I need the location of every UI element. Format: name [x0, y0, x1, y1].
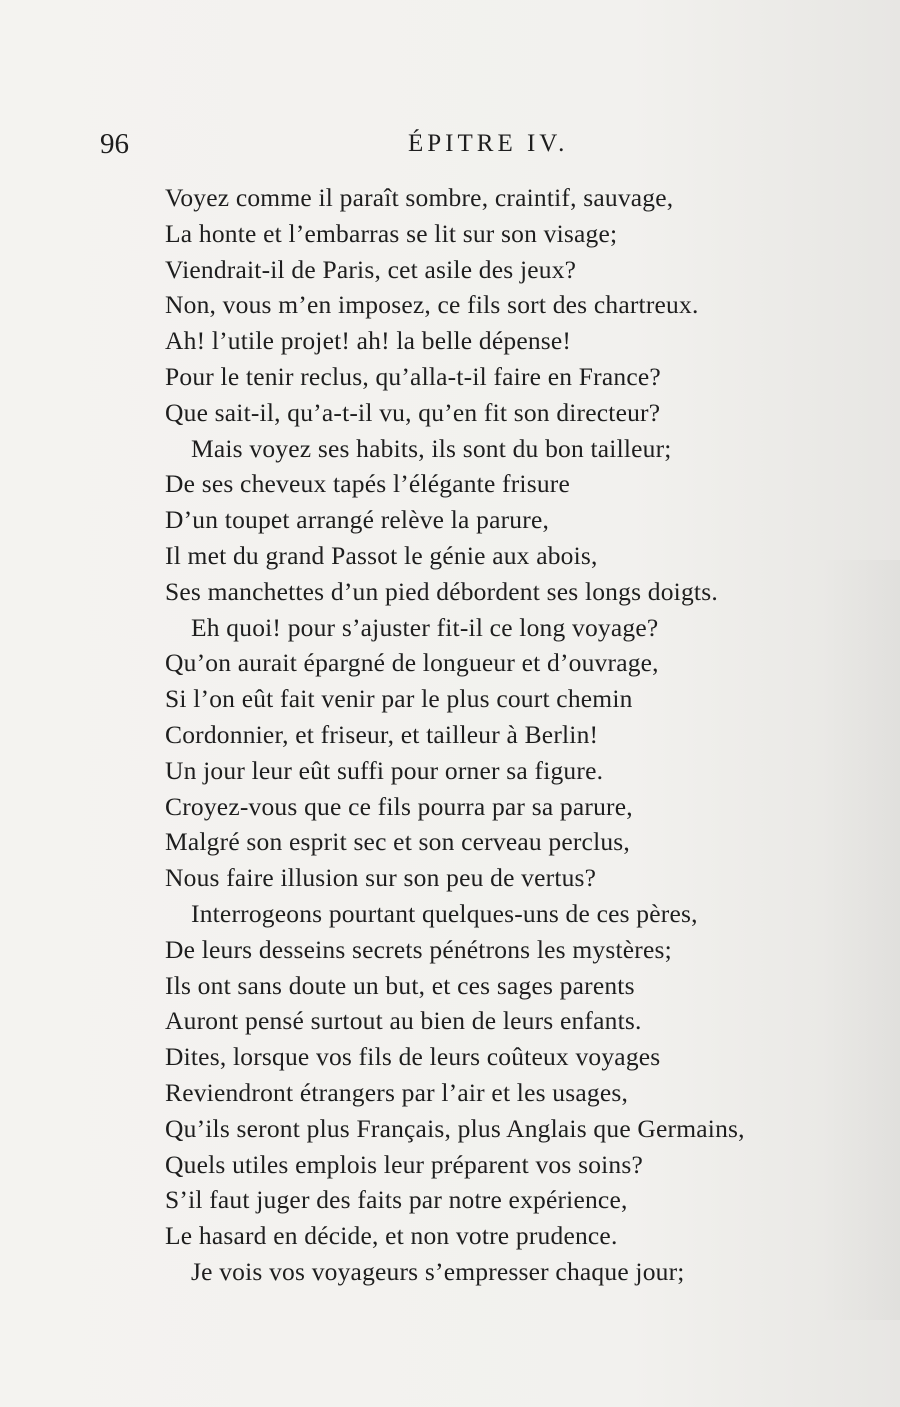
verse-line: Ah! l’utile projet! ah! la belle dépense! [165, 326, 572, 356]
verse-line: La honte et l’embarras se lit sur son visage; [165, 218, 618, 248]
verse-line: Je vois vos voyageurs s’empresser chaque jour; [191, 1256, 685, 1286]
verse-line: Un jour leur eût suffi pour orner sa figure. [165, 755, 604, 785]
verse-line: Malgré son esprit sec et son cerveau perclus, [165, 827, 630, 857]
verse-line: Cordonnier, et friseur, et tailleur à Berlin! [165, 719, 599, 749]
verse-line: Ils ont sans doute un but, et ces sages parents [165, 970, 635, 1000]
verse-line: Qu’ils seront plus Français, plus Anglais que Germains, [165, 1113, 745, 1143]
verse-line: De leurs desseins secrets pénétrons les mystères; [165, 934, 672, 964]
verse-line: Le hasard en décide, et non votre prudence. [165, 1221, 618, 1251]
verse-line: Il met du grand Passot le génie aux abois, [165, 540, 598, 570]
verse-line: Mais voyez ses habits, ils sont du bon tailleur; [191, 433, 672, 463]
verse-line: Que sait-il, qu’a-t-il vu, qu’en fit son directeur? [165, 397, 661, 427]
poem-verse [165, 180, 865, 1290]
verse-line: Quels utiles emplois leur préparent vos soins? [165, 1149, 644, 1179]
verse-line: Ses manchettes d’un pied débordent ses longs doigts. [165, 576, 718, 606]
verse-line: Si l’on eût fait venir par le plus court chemin [165, 684, 633, 714]
verse-line: Pour le tenir reclus, qu’alla-t-il faire en France? [165, 361, 661, 391]
verse-line: Nous faire illusion sur son peu de vertus? [165, 863, 597, 893]
running-title: ÉPITRE IV. [408, 130, 569, 157]
verse-line: Non, vous m’en imposez, ce fils sort des chartreux. [165, 290, 699, 320]
verse-line: Viendrait-il de Paris, cet asile des jeux? [165, 254, 577, 284]
verse-line: S’il faut juger des faits par notre expérience, [165, 1185, 628, 1215]
verse-line: Dites, lorsque vos fils de leurs coûteux voyages [165, 1042, 661, 1072]
verse-line: D’un toupet arrangé relève la parure, [165, 505, 550, 535]
verse-line: Interrogeons pourtant quelques-uns de ces pères, [191, 898, 698, 928]
verse-line: Voyez comme il paraît sombre, craintif, sauvage, [165, 183, 674, 212]
verse-line: Croyez-vous que ce fils pourra par sa parure, [165, 791, 633, 821]
page-header [0, 128, 900, 168]
verse-line: Reviendront étrangers par l’air et les usages, [165, 1077, 629, 1107]
verse-line: De ses cheveux tapés l’élégante frisure [165, 469, 570, 499]
verse-line: Qu’on aurait épargné de longueur et d’ouvrage, [165, 648, 659, 678]
page-number: 96 [100, 128, 129, 160]
verse-line: Eh quoi! pour s’ajuster fit-il ce long voyage? [191, 612, 659, 642]
verse-line: Auront pensé surtout au bien de leurs enfants. [165, 1006, 642, 1036]
